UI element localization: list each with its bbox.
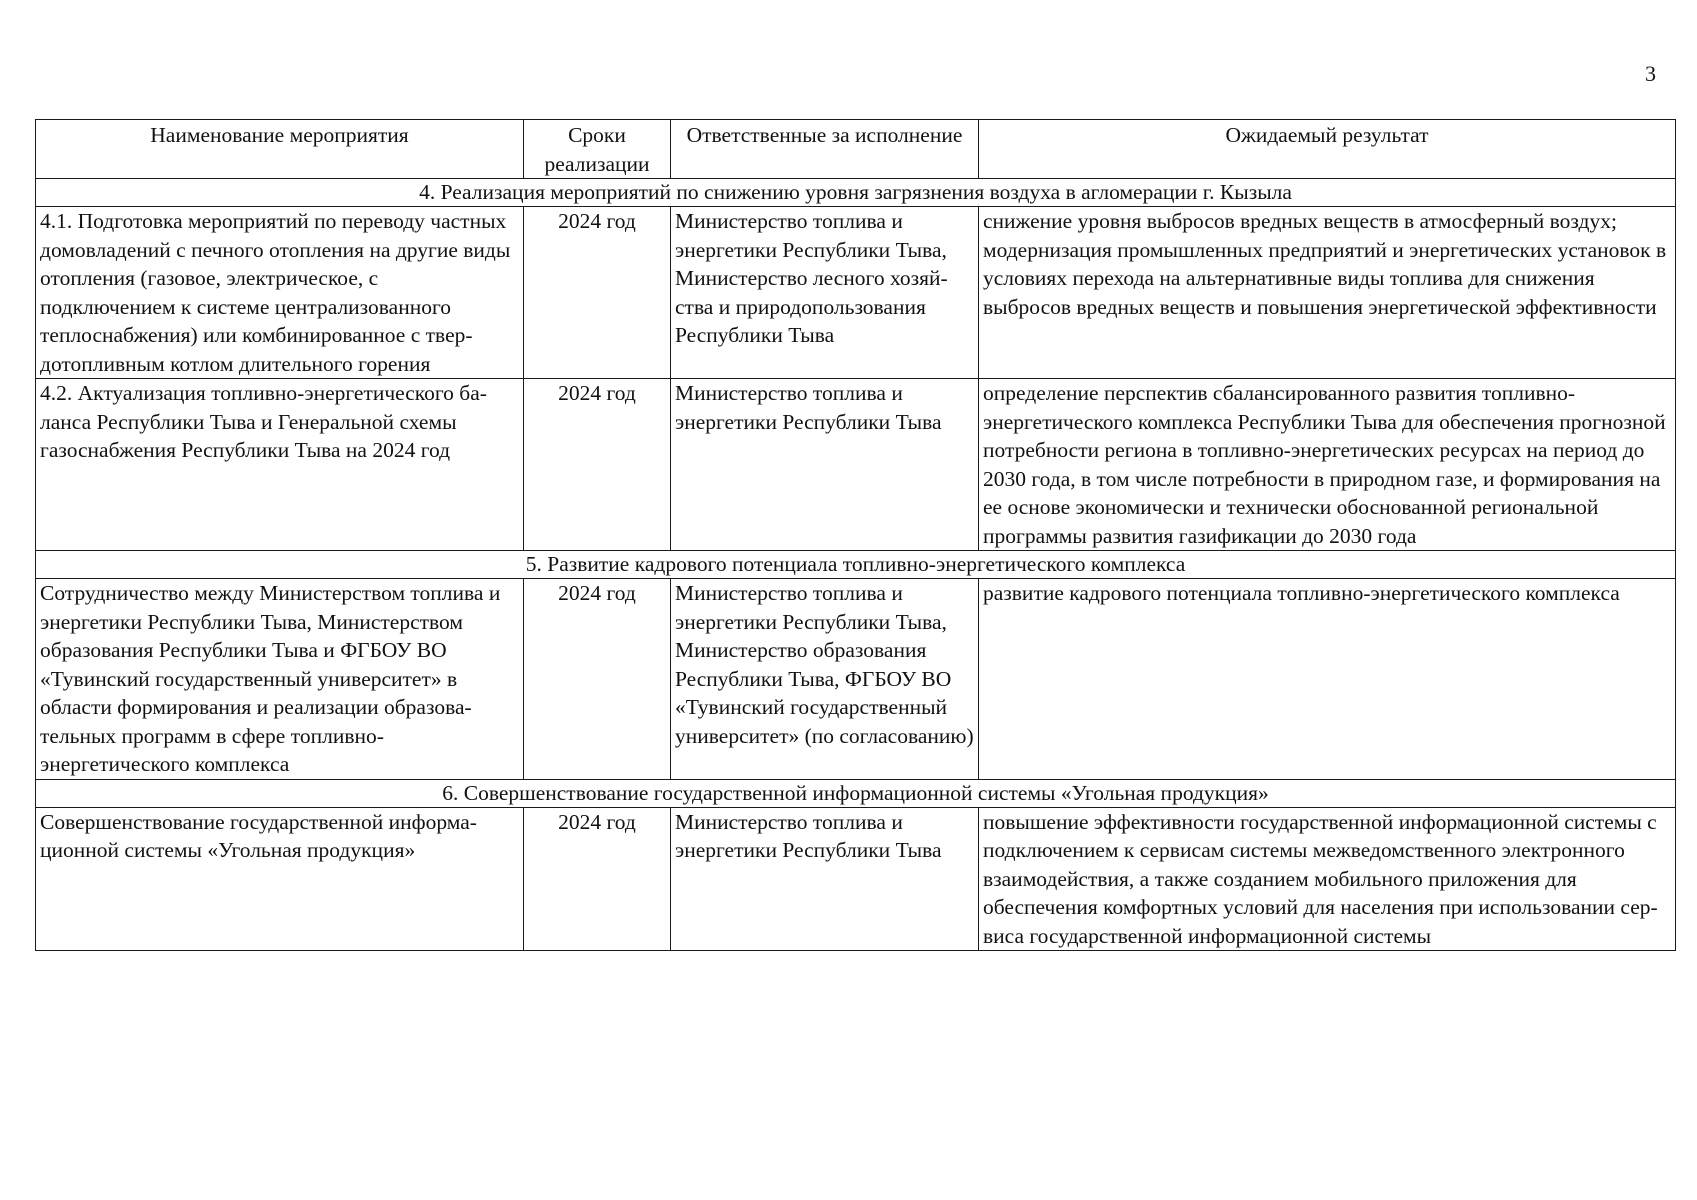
activity-result: снижение уровня выбросов вредных веществ в атмосферный воздух; модернизация промышленных предприятий и энергетических установок в условиях перехода на альтернативные виды топлива для снижения выбросов вредных веществ и повышения энергетической эффективности: [979, 207, 1676, 379]
section-title: 6. Совершенствование государственной информационной системы «Угольная продукция»: [36, 779, 1676, 807]
section-title: 5. Развитие кадрового потенциала топливно-энергетического комплекса: [36, 551, 1676, 579]
activity-term: 2024 год: [524, 207, 671, 379]
activity-result: повышение эффективности государственной информационной системы с подключением к сервисам системы межведомственного электронного взаимодействия, а также созданием мобильного приложения для обеспечения комфортных условий для населения при использовании сервиса государственной информационной системы: [979, 807, 1676, 951]
section-row: [36, 779, 1676, 807]
activity-name: Совершенствование государственной информационной системы «Угольная продукция»: [36, 807, 524, 951]
activity-term: 2024 год: [524, 379, 671, 551]
header-term: [524, 120, 671, 179]
activity-term: 2024 год: [524, 579, 671, 780]
page-number: 3: [1645, 61, 1656, 86]
header-term-line1: Сроки: [568, 123, 626, 147]
header-name: Наименование мероприятия: [36, 120, 524, 179]
action-plan-table: [35, 119, 1676, 951]
activity-responsible: Министерство топлива и энергетики Республики Тыва, Министерство образования Республики Тыва, ФГБОУ ВО «Тувинский государственный университет» (по согласованию): [671, 579, 979, 780]
table-row: [36, 579, 1676, 780]
header-result: Ожидаемый результат: [979, 120, 1676, 179]
header-responsible: Ответственные за исполнение: [671, 120, 979, 179]
section-row: [36, 551, 1676, 579]
activity-responsible: Министерство топлива и энергетики Республики Тыва: [671, 807, 979, 951]
section-row: [36, 179, 1676, 207]
table-row: [36, 207, 1676, 379]
table-row: [36, 379, 1676, 551]
activity-result: определение перспектив сбалансированного развития топливно-энергетического комплекса Республики Тыва для обеспечения прогнозной потребности региона в топливно-энергетических ресурсах на период до 2030 года, в том числе потребности в природном газе, и формирования на ее основе экономически и технически обоснованной региональной программы развития газификации до 2030 года: [979, 379, 1676, 551]
activity-responsible: Министерство топлива и энергетики Республики Тыва: [671, 379, 979, 551]
activity-name: Сотрудничество между Министерством топлива и энергетики Республики Тыва, Министерством образования Республики Тыва и ФГБОУ ВО «Тувинский государственный университет» в области формирования и реализации образовательных программ в сфере топливно-энергетического комплекса: [36, 579, 524, 780]
activity-name: 4.1. Подготовка мероприятий по переводу частных домовладений с печного отопления на другие виды отопления (газовое, электрическое, с подключением к системе централизованного теплоснабжения) или комбинированное с твердотопливным котлом длительного горения: [36, 207, 524, 379]
activity-responsible: Министерство топлива и энергетики Республики Тыва, Министерство лесного хозяйства и природопользования Республики Тыва: [671, 207, 979, 379]
table-header-row: [36, 120, 1676, 179]
section-title: 4. Реализация мероприятий по снижению уровня загрязнения воздуха в агломерации г. Кызыла: [36, 179, 1676, 207]
activity-term: 2024 год: [524, 807, 671, 951]
activity-result: развитие кадрового потенциала топливно-энергетического комплекса: [979, 579, 1676, 780]
header-term-line2: реализации: [544, 151, 650, 176]
activity-name: 4.2. Актуализация топливно-энергетического баланса Республики Тыва и Генеральной схемы газоснабжения Республики Тыва на 2024 год: [36, 379, 524, 551]
table-row: [36, 807, 1676, 951]
